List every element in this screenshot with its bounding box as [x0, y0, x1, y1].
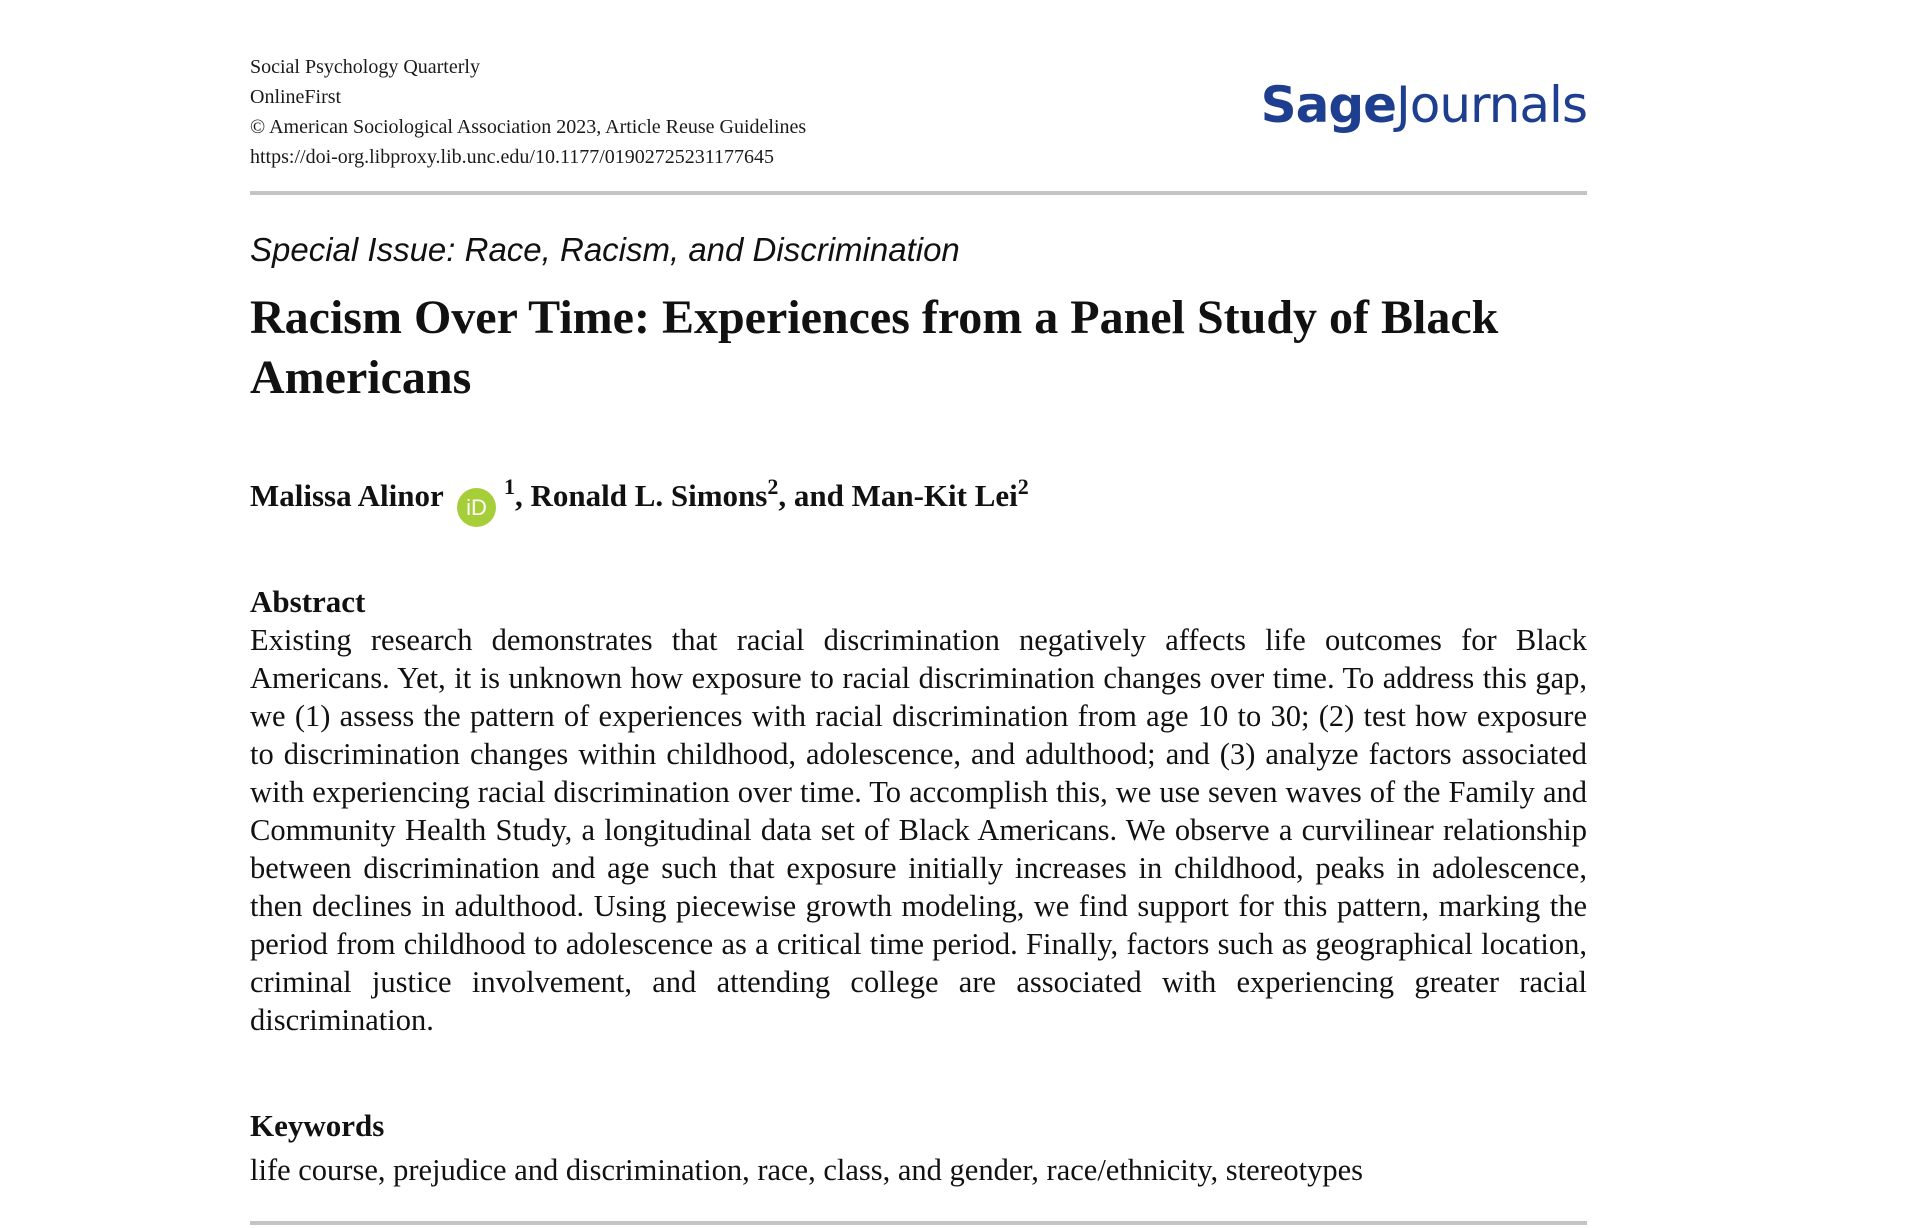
orcid-icon[interactable]: iD [457, 488, 496, 527]
author-name[interactable]: Malissa Alinor [250, 478, 444, 513]
author-affiliation: 2 [1017, 474, 1029, 499]
copyright-line[interactable]: © American Sociological Association 2023, Article Reuse Guidelines [250, 116, 807, 138]
journal-name[interactable]: Social Psychology Quarterly [250, 56, 480, 78]
author-separator: , and [778, 478, 852, 513]
special-issue-label: Special Issue: Race, Racism, and Discrimination [250, 231, 960, 268]
abstract-heading: Abstract [250, 584, 366, 619]
author-name[interactable]: Ronald L. Simons [530, 478, 768, 513]
keywords-list: life course, prejudice and discrimination, race, class, and gender, race/ethnicity, stereotypes [250, 1153, 1363, 1187]
author-affiliation: 1 [503, 474, 515, 499]
header-divider [250, 191, 1587, 195]
article-title: Racism Over Time: Experiences from a Panel Study of Black Americans [250, 291, 1499, 404]
logo-journals-text: Journals [1396, 76, 1587, 134]
author-affiliation: 2 [767, 474, 779, 499]
logo-sage-text: Sage [1260, 76, 1397, 134]
author-list [250, 472, 1029, 527]
article-page [250, 0, 1587, 1228]
author-separator: , [514, 478, 531, 513]
doi-link[interactable]: https://doi-org.libproxy.lib.unc.edu/10.1177/01902725231177645 [250, 146, 775, 168]
sage-journals-logo[interactable] [1260, 76, 1587, 134]
journal-meta [250, 52, 806, 172]
footer-divider [250, 1221, 1587, 1225]
author-name[interactable]: Man-Kit Lei [851, 478, 1018, 513]
abstract-text: Existing research demonstrates that racial discrimination negatively affects life outcomes for Black Americans. Yet, it is unknown how exposure to racial discrimination changes over time. To address this gap, we (1) assess the pattern of experiences with racial discrimination from age 10 to 30; (2) test how exposure to discrimination changes within childhood, adolescence, and adulthood; and (3) analyze factors associated with experiencing racial discrimination over time. To accomplish this, we use seven waves of the Family and Community Health Study, a longitudinal data set of Black Americans. We observe a curvilinear relationship between discrimination and age such that exposure initially increases in childhood, peaks in adolescence, then declines in adulthood. Using piecewise growth modeling, we find support for this pattern, marking the period from childhood to adolescence as a critical time period. Finally, factors such as geographical location, criminal justice involvement, and attending college are associated with experiencing greater racial discrimination. [250, 623, 1587, 1037]
keywords-heading: Keywords [250, 1108, 385, 1143]
publication-status: OnlineFirst [250, 86, 342, 108]
